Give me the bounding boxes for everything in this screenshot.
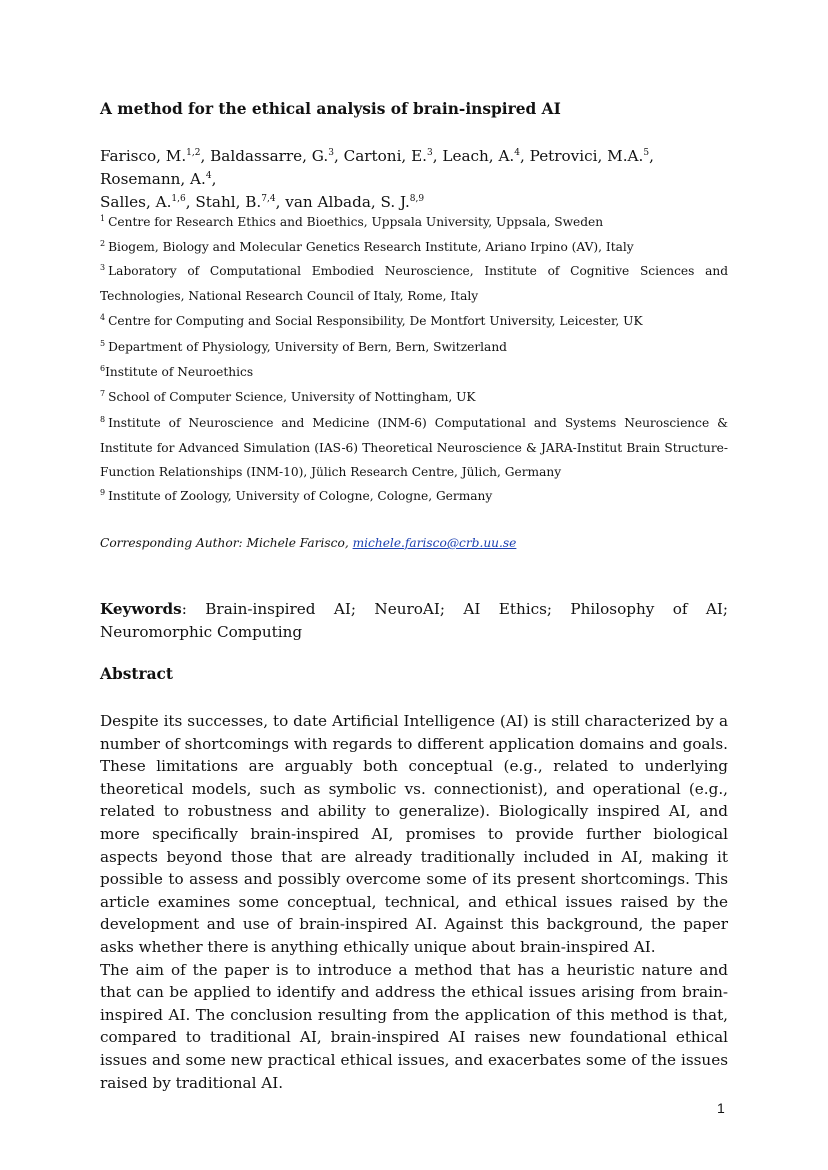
affiliation-item: $^9$ Institute of Zoology, University of Cologne, Cologne, Germany bbox=[100, 488, 493, 503]
keywords-label: Keywords bbox=[100, 600, 182, 618]
author: Leach, A.$^4$ bbox=[442, 147, 520, 165]
author: Salles, A.$^{1,6}$ bbox=[100, 193, 186, 211]
keywords-text: : Brain-inspired AI; NeuroAI; AI Ethics; Philosophy of AI; Neuromorphic Computing bbox=[100, 600, 728, 641]
page-number: 1 bbox=[717, 1100, 725, 1116]
affiliation-item: $^4$ Centre for Computing and Social Responsibility, De Montfort University, Leicester, UK bbox=[100, 313, 643, 328]
author: Baldassarre, G.$^3$ bbox=[210, 147, 334, 165]
affiliation-item: $^1$ Centre for Research Ethics and Bioethics, Uppsala University, Uppsala, Sweden bbox=[100, 214, 604, 229]
abstract-body bbox=[100, 710, 728, 1094]
abstract-heading: Abstract bbox=[100, 665, 174, 683]
paper-title: A method for the ethical analysis of brain-inspired AI bbox=[100, 100, 561, 118]
abstract-paragraph: The aim of the paper is to introduce a method that has a heuristic nature and that can be applied to identify and address the ethical issues arising from brain-inspired AI. The conclusion resulting from the application of this method is that, compared to traditional AI, brain-inspired AI raises new foundational ethical issues and some new practical ethical issues, and exacerbates some of the issues raised by traditional AI. bbox=[100, 960, 728, 1092]
keywords bbox=[100, 598, 728, 644]
affiliation-item: $^2$ Biogem, Biology and Molecular Genetics Research Institute, Ariano Irpino (AV), Italy bbox=[100, 239, 634, 254]
affiliation-item: $^5$ Department of Physiology, University of Bern, Bern, Switzerland bbox=[100, 339, 507, 354]
email-link[interactable]: michele.farisco@crb.uu.se bbox=[352, 536, 517, 550]
corresponding-author: Corresponding Author: Michele Farisco, michele.farisco@crb.uu.se bbox=[100, 536, 517, 550]
affiliation-item: $^8$ Institute of Neuroscience and Medicine (INM-6) Computational and Systems Neuroscience & Institute for Advanced Simulation (IAS-6) Theoretical Neuroscience & JARA-Institut Brain Structure-Function Relationships (INM-10), Jülich Research Centre, Jülich, Germany bbox=[100, 415, 728, 479]
abstract-paragraph: Despite its successes, to date Artificial Intelligence (AI) is still characterized by a number of shortcomings with regards to different application domains and goals. These limitations are arguably both conceptual (e.g., related to underlying theoretical models, such as symbolic vs. connectionist), and operational (e.g., related to robustness and ability to generalize). Biologically inspired AI, and more specifically brain-inspired AI, promises to provide further biological aspects beyond those that are already traditionally included in AI, making it possible to assess and possibly overcome some of its present shortcomings. This article examines some conceptual, technical, and ethical issues raised by the development and use of brain-inspired AI. Against this background, the paper asks whether there is anything ethically unique about brain-inspired AI. bbox=[100, 712, 728, 956]
affiliation-item: $^6$Institute of Neuroethics bbox=[100, 364, 254, 379]
author: Stahl, B.$^{7,4}$ bbox=[195, 193, 276, 211]
author: Rosemann, A.$^4$ bbox=[100, 170, 212, 188]
author: Petrovici, M.A.$^5$ bbox=[529, 147, 650, 165]
author-list: Farisco, M.$^{1,2}$, Baldassarre, G.$^3$, Cartoni, E.$^3$, Leach, A.$^4$, Petrovici, M.A.$^5$, Rosemann, A.$^4$, Salles, A.$^{1,6}$, Stahl, B.$^{7,4}$, van Albada, S. J.$^{8,9}$ bbox=[100, 147, 654, 211]
affiliation-item: $^3$ Laboratory of Computational Embodied Neuroscience, Institute of Cognitive Sciences and Technologies, National Research Council of Italy, Rome, Italy bbox=[100, 263, 728, 303]
author: Farisco, M.$^{1,2}$ bbox=[100, 147, 201, 165]
affiliation-item: $^7$ School of Computer Science, University of Nottingham, UK bbox=[100, 389, 476, 404]
author: Cartoni, E.$^3$ bbox=[343, 147, 433, 165]
author: van Albada, S. J.$^{8,9}$ bbox=[285, 193, 425, 211]
